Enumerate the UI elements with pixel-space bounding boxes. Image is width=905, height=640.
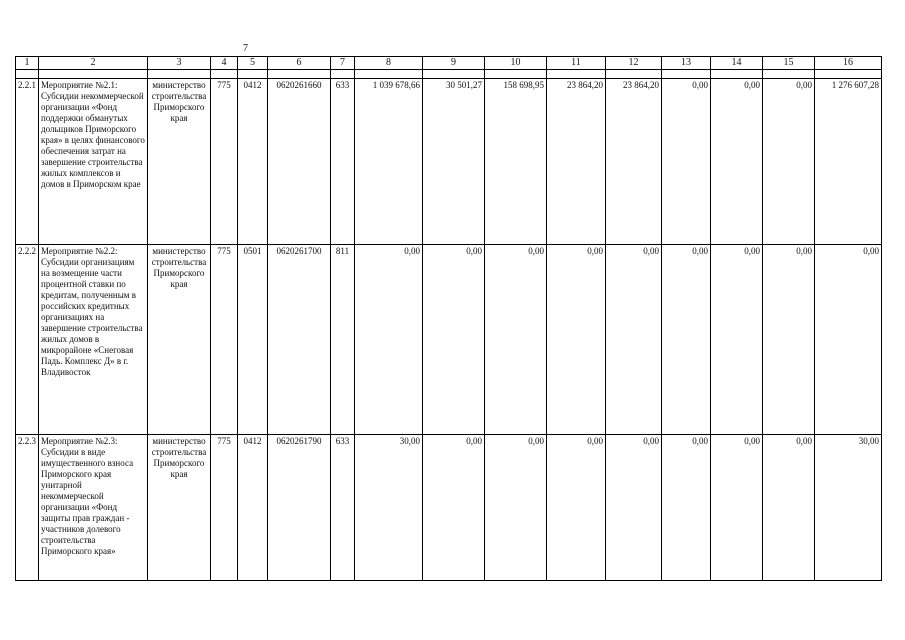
row-value-10: 158 698,95 xyxy=(485,79,547,245)
header-cell: 15 xyxy=(763,57,815,70)
header-cell: 1 xyxy=(16,57,39,70)
header-cell: 13 xyxy=(662,57,711,70)
row-csr: 0620261700 xyxy=(268,245,331,435)
row-value-16: 1 276 607,28 xyxy=(815,79,882,245)
row-grbs: 775 xyxy=(211,435,238,581)
row-rzpr: 0501 xyxy=(238,245,268,435)
row-value-8: 1 039 678,66 xyxy=(355,79,423,245)
header-cell: 7 xyxy=(331,57,355,70)
row-value-10: 0,00 xyxy=(485,435,547,581)
row-code: 2.2.3 xyxy=(16,435,39,581)
table-row xyxy=(16,79,882,245)
header-cell: 6 xyxy=(268,57,331,70)
row-value-13: 0,00 xyxy=(662,245,711,435)
row-rzpr: 0412 xyxy=(238,79,268,245)
row-value-13: 0,00 xyxy=(662,79,711,245)
row-value-8: 30,00 xyxy=(355,435,423,581)
row-executor: министерство строительства Приморского края xyxy=(148,435,211,581)
row-vr: 633 xyxy=(331,79,355,245)
row-executor: министерство строительства Приморского края xyxy=(148,245,211,435)
row-value-9: 30 501,27 xyxy=(423,79,485,245)
table-row xyxy=(16,245,882,435)
header-cell: 2 xyxy=(39,57,148,70)
header-cell: 14 xyxy=(711,57,763,70)
header-cell: 3 xyxy=(148,57,211,70)
row-csr: 0620261790 xyxy=(268,435,331,581)
row-code: 2.2.1 xyxy=(16,79,39,245)
row-value-13: 0,00 xyxy=(662,435,711,581)
spacer-row xyxy=(16,70,882,79)
row-value-9: 0,00 xyxy=(423,245,485,435)
row-value-11: 0,00 xyxy=(547,435,606,581)
row-code: 2.2.2 xyxy=(16,245,39,435)
header-cell: 8 xyxy=(355,57,423,70)
row-value-12: 0,00 xyxy=(606,245,662,435)
row-name: Мероприятие №2.1: Субсидии некоммерческой организации «Фонд поддержки обманутых дольщиков Приморского края» в целях финансового обеспечения затрат на завершение строительства жилых комплексов и домов в Приморском крае xyxy=(39,79,148,245)
header-cell: 9 xyxy=(423,57,485,70)
header-cell: 4 xyxy=(211,57,238,70)
row-value-16: 0,00 xyxy=(815,245,882,435)
row-value-12: 23 864,20 xyxy=(606,79,662,245)
row-value-14: 0,00 xyxy=(711,79,763,245)
row-name: Мероприятие №2.3: Субсидии в виде имущественного взноса Приморского края унитарной некоммерческой организации «Фонд защиты прав граждан - участников долевого строительства Приморского края» xyxy=(39,435,148,581)
table-row xyxy=(16,435,882,581)
header-cell: 10 xyxy=(485,57,547,70)
row-value-15: 0,00 xyxy=(763,245,815,435)
row-value-8: 0,00 xyxy=(355,245,423,435)
row-value-11: 0,00 xyxy=(547,245,606,435)
row-grbs: 775 xyxy=(211,245,238,435)
row-value-9: 0,00 xyxy=(423,435,485,581)
row-value-14: 0,00 xyxy=(711,245,763,435)
row-value-15: 0,00 xyxy=(763,79,815,245)
row-name: Мероприятие №2.2: Субсидии организациям на возмещение части процентной ставки по кредитам, полученным в российских кредитных организациях на завершение строительства жилых домов в микрорайоне «Снеговая Падь. Комплекс Д» в г. Владивосток xyxy=(39,245,148,435)
row-grbs: 775 xyxy=(211,79,238,245)
header-cell: 11 xyxy=(547,57,606,70)
header-cell: 12 xyxy=(606,57,662,70)
row-vr: 811 xyxy=(331,245,355,435)
row-value-10: 0,00 xyxy=(485,245,547,435)
row-executor: министерство строительства Приморского края xyxy=(148,79,211,245)
row-vr: 633 xyxy=(331,435,355,581)
page-number: 7 xyxy=(243,43,248,54)
row-value-16: 30,00 xyxy=(815,435,882,581)
budget-table xyxy=(15,56,882,581)
header-row xyxy=(16,57,882,70)
row-value-11: 23 864,20 xyxy=(547,79,606,245)
row-value-14: 0,00 xyxy=(711,435,763,581)
row-value-12: 0,00 xyxy=(606,435,662,581)
header-cell: 5 xyxy=(238,57,268,70)
row-rzpr: 0412 xyxy=(238,435,268,581)
header-cell: 16 xyxy=(815,57,882,70)
row-csr: 0620261660 xyxy=(268,79,331,245)
row-value-15: 0,00 xyxy=(763,435,815,581)
